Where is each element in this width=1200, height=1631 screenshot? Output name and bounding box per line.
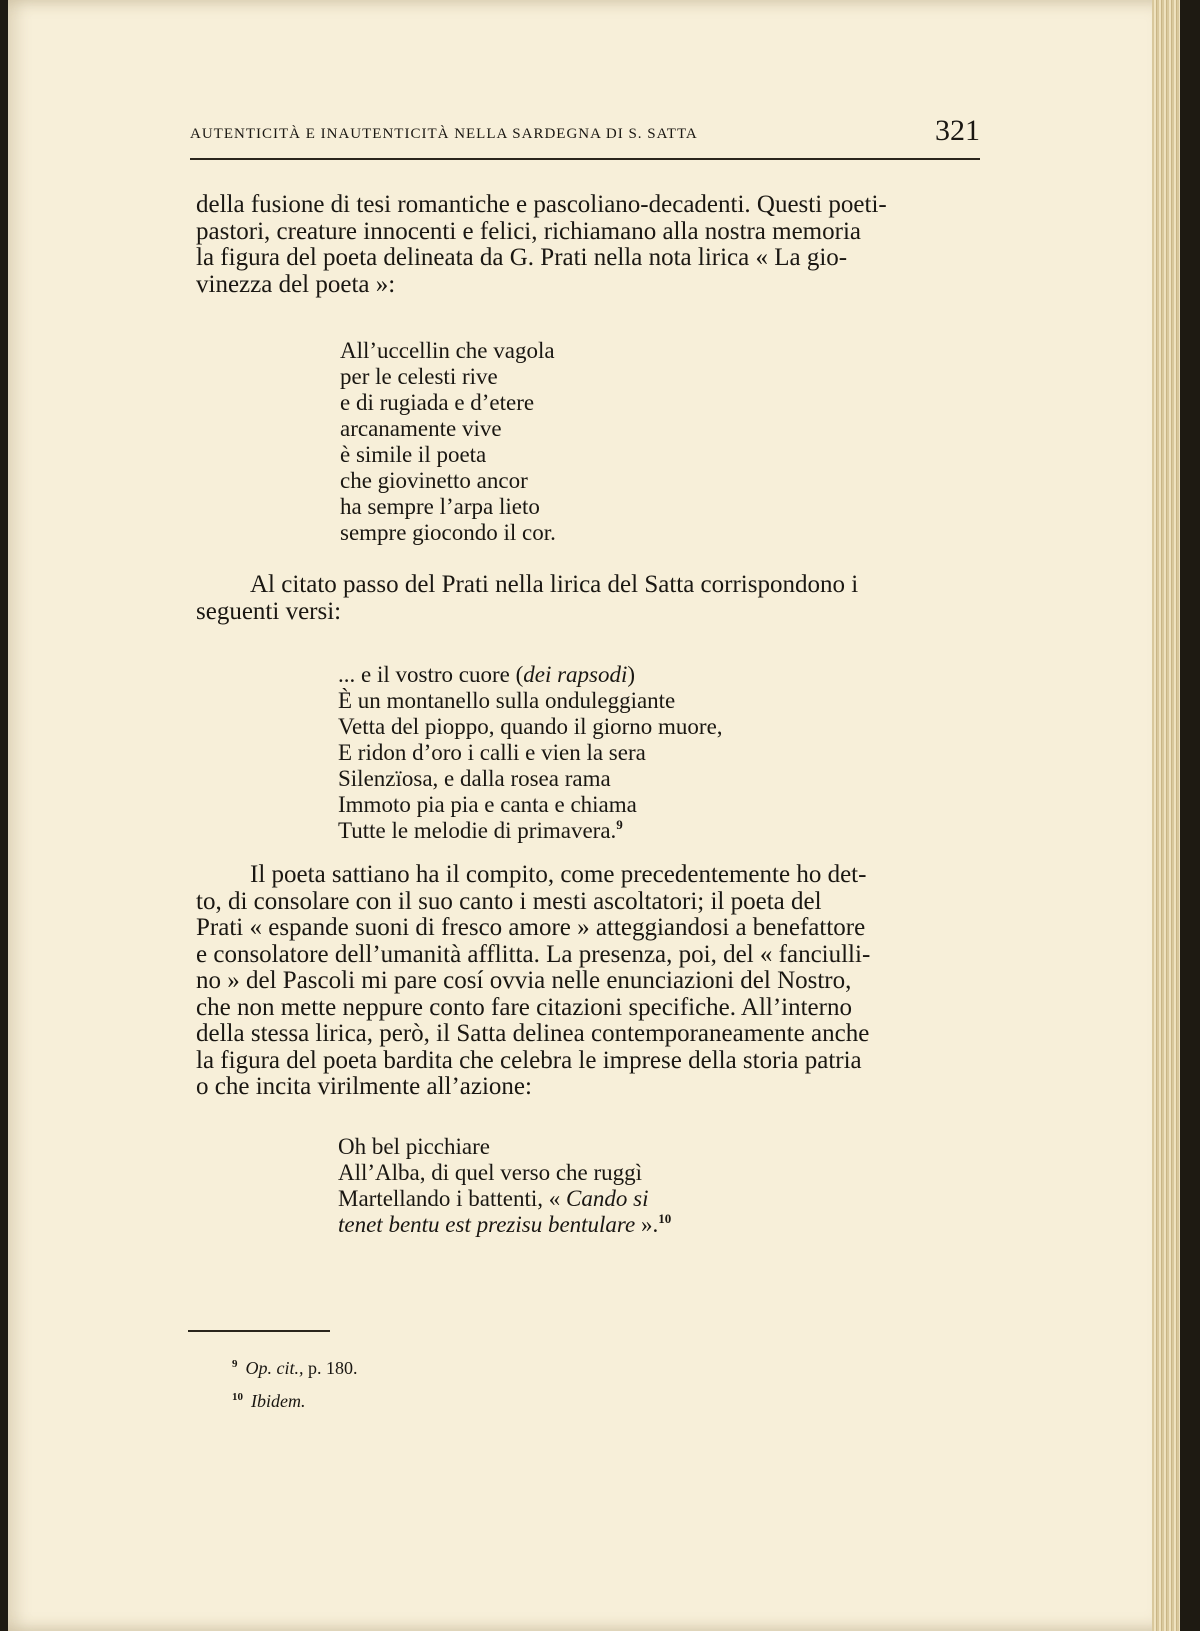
- verse-line: [338, 1212, 671, 1238]
- verse-text: ... e il vostro cuore (: [338, 662, 524, 687]
- header-rule: [190, 158, 980, 160]
- verse-text: ): [627, 662, 636, 687]
- footnote-rule: [188, 1330, 330, 1332]
- paragraph-line: Il poeta sattiano ha il compito, come precedentemente ho det-: [250, 861, 867, 888]
- paragraph-line: vinezza del poeta »:: [196, 270, 396, 298]
- paragraph-line: la figura del poeta bardita che celebra le imprese della storia patria: [196, 1046, 862, 1074]
- verse-line: È un montanello sulla onduleggiante: [338, 688, 676, 713]
- verse-line: All’Alba, di quel verso che ruggì: [338, 1160, 643, 1185]
- verse-italic-text: tenet bentu est prezisu bentulare: [338, 1212, 636, 1237]
- page-number: 321: [935, 114, 980, 147]
- verse-line: è simile il poeta: [340, 442, 487, 467]
- paragraph-line: pastori, creature innocenti e felici, richiamano alla nostra memoria: [196, 217, 861, 245]
- footnote-mark: 10: [232, 1391, 243, 1403]
- verse-line: che giovinetto ancor: [340, 468, 528, 493]
- verse-line: [338, 662, 723, 688]
- verse-line: sempre giocondo il cor.: [340, 520, 556, 545]
- verse-line: Immoto pia pia e canta e chiama: [338, 792, 637, 817]
- verse-line: e di rugiada e d’etere: [340, 390, 535, 415]
- verse-quote-3: [338, 1134, 671, 1238]
- paragraph-line: Al citato passo del Prati nella lirica del Satta corrispondono i: [250, 571, 859, 598]
- footnote-mark: 9: [232, 1358, 238, 1370]
- footnote-italic: Ibidem.: [251, 1391, 306, 1411]
- verse-line: All’uccellin che vagola: [340, 338, 555, 363]
- page-edge-stack: [1152, 0, 1180, 1631]
- paragraph-line: o che incita virilmente all’azione:: [196, 1073, 532, 1100]
- paragraph-2: [196, 572, 976, 625]
- verse-line: Vetta del pioppo, quando il giorno muore,: [338, 714, 723, 739]
- verse-italic-text: Cando si: [566, 1186, 649, 1211]
- verse-line: per le celesti rive: [340, 364, 498, 389]
- verse-text: Martellando i battenti, «: [338, 1186, 567, 1211]
- footnote-10: [232, 1383, 358, 1416]
- footnote-italic: Op. cit.,: [245, 1358, 304, 1378]
- paragraph-1: [196, 192, 976, 298]
- book-page: [8, 0, 1180, 1631]
- verse-line: Oh bel picchiare: [338, 1134, 490, 1159]
- verse-quote-2: [338, 662, 723, 844]
- verse-text: ».: [635, 1212, 659, 1237]
- footnote-ref-10: 10: [658, 1211, 672, 1226]
- footnotes: [232, 1350, 358, 1416]
- verse-line: E ridon d’oro i calli e vien la sera: [338, 740, 646, 765]
- paragraph-line: no » del Pascoli mi pare cosí ovvia nelle enunciazioni del Nostro,: [196, 967, 852, 994]
- verse-line: [338, 818, 723, 844]
- verse-quote-1: [340, 338, 556, 546]
- verse-line: Silenzïosa, e dalla rosea rama: [338, 766, 611, 791]
- verse-text: Tutte le melodie di primavera.: [338, 818, 617, 843]
- footnote-9: [232, 1350, 358, 1383]
- paragraph-line: della fusione di tesi romantiche e pascoliano-decadenti. Questi poeti-: [196, 191, 887, 218]
- paragraph-line: e consolatore dell’umanità afflitta. La presenza, poi, del « fanciulli-: [196, 940, 871, 968]
- paragraph-line: seguenti versi:: [196, 597, 342, 625]
- paragraph-line: della stessa lirica, però, il Satta delinea contemporaneamente anche: [196, 1020, 870, 1047]
- paragraph-3: [196, 862, 976, 1101]
- verse-line: arcanamente vive: [340, 416, 502, 441]
- verse-italic-text: dei rapsodi: [523, 662, 628, 687]
- paragraph-line: la figura del poeta delineata da G. Prati nella nota lirica « La gio-: [196, 244, 848, 271]
- running-title: AUTENTICITÀ E INAUTENTICITÀ NELLA SARDEGNA DI S. SATTA: [190, 126, 698, 142]
- paragraph-line: to, di consolare con il suo canto i mesti ascoltatori; il poeta del: [196, 887, 822, 915]
- paragraph-line: Prati « espande suoni di fresco amore » atteggiandosi a benefattore: [196, 914, 866, 941]
- verse-line: [338, 1186, 671, 1212]
- footnote-ref-9: 9: [616, 817, 623, 832]
- paragraph-line: che non mette neppure conto fare citazioni specifiche. All’interno: [196, 993, 852, 1021]
- footnote-text: p. 180.: [303, 1358, 358, 1378]
- verse-line: ha sempre l’arpa lieto: [340, 494, 540, 519]
